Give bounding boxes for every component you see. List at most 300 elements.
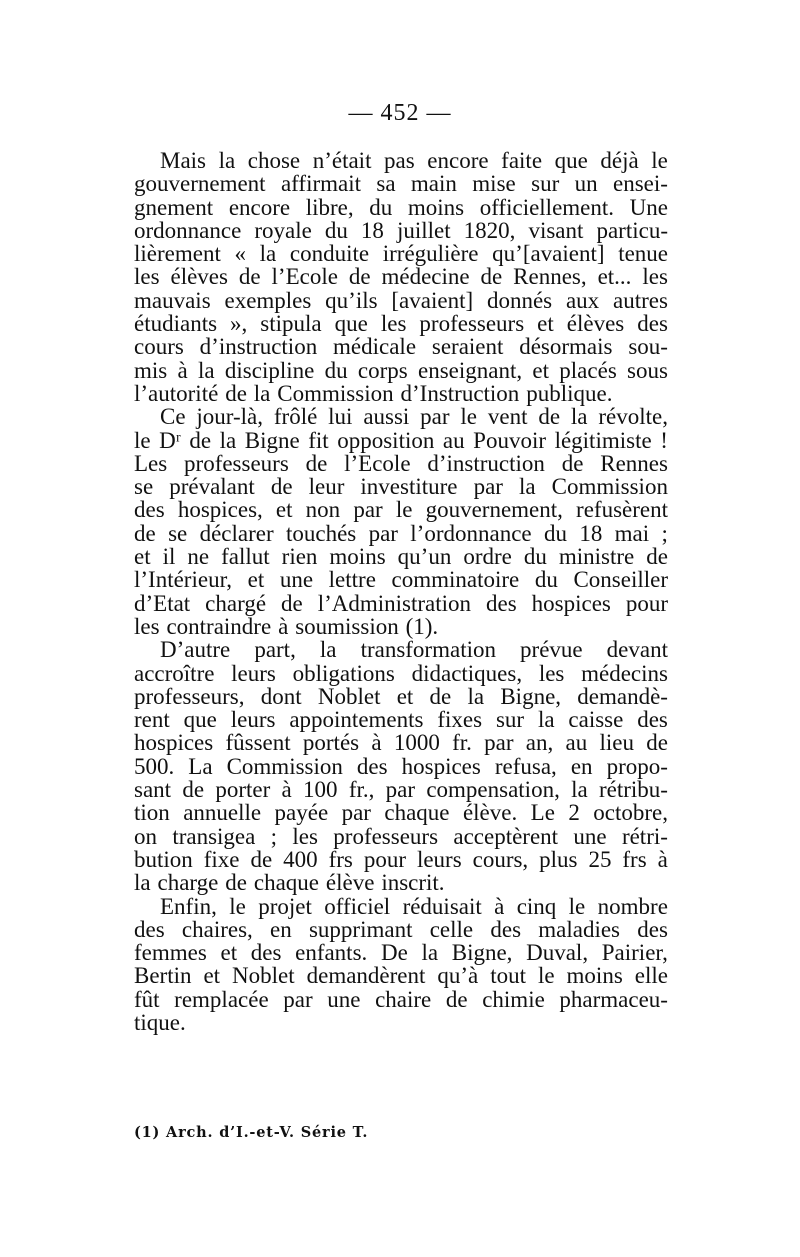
word: des: [637, 707, 668, 733]
word: propo-: [606, 753, 668, 779]
word: à: [494, 893, 505, 919]
word: frs: [622, 846, 647, 872]
word: moins: [407, 194, 465, 220]
word: des: [134, 497, 165, 523]
word: irrégulière: [382, 241, 479, 267]
word: fr.,: [348, 777, 375, 803]
word: comminatoire: [391, 567, 520, 593]
word: aussi: [363, 404, 410, 430]
word: l’autorité: [134, 380, 219, 406]
word: rent: [134, 707, 170, 733]
word: par: [473, 474, 503, 500]
word: professeurs,: [134, 683, 245, 709]
word: la: [571, 777, 588, 803]
word: dont: [260, 683, 302, 709]
word: les: [134, 613, 160, 639]
word: mise: [472, 171, 516, 197]
text-line: [134, 708, 668, 731]
word: ne: [187, 544, 210, 570]
word: ;: [661, 520, 668, 546]
text-line: [134, 522, 668, 545]
text-line: [134, 918, 668, 941]
word: tenue: [618, 241, 668, 267]
word: sur: [531, 171, 560, 197]
word: faite: [501, 148, 543, 173]
word: de: [646, 544, 668, 570]
word: main: [410, 171, 457, 197]
word: La: [188, 753, 213, 779]
word: moins: [329, 544, 386, 570]
word: par: [484, 730, 514, 756]
text-line: [134, 289, 668, 312]
word: élèves: [566, 311, 625, 337]
word: pas: [384, 148, 415, 173]
word: des: [486, 590, 517, 616]
text-line: [134, 825, 668, 848]
word: 500.: [134, 753, 175, 779]
word: hospices: [401, 753, 481, 779]
word: le: [537, 963, 555, 989]
word: «: [234, 241, 246, 267]
word: libre,: [305, 194, 354, 220]
word: frôlé: [273, 404, 318, 430]
word: pour: [363, 846, 406, 872]
word: leurs: [416, 846, 462, 872]
word: encore: [228, 194, 291, 220]
word: fixe: [203, 846, 240, 872]
word: au: [565, 730, 588, 756]
word: de: [270, 474, 293, 500]
word: Dʳ: [159, 427, 181, 453]
word: ordonnance: [134, 217, 242, 243]
word: désormais: [519, 334, 613, 360]
word: cinq: [516, 893, 557, 919]
text-line: [134, 172, 668, 195]
word: charge: [157, 870, 219, 896]
word: payée: [274, 800, 329, 826]
word: exemples: [224, 287, 312, 313]
word: soumission: [295, 613, 399, 639]
word: appointements: [289, 707, 424, 733]
word: par: [385, 777, 416, 803]
word: professeurs: [419, 311, 525, 337]
word: hospices,: [177, 497, 263, 523]
word: De: [380, 940, 408, 966]
word: annuelle: [183, 800, 262, 826]
word: se: [168, 520, 188, 546]
word: porter: [215, 777, 271, 803]
word: officiel: [324, 893, 391, 919]
word: que: [334, 311, 368, 337]
word: sant: [134, 777, 172, 803]
word: d’instruction: [427, 450, 545, 476]
word: Noblet: [232, 963, 295, 989]
word: Commission: [226, 753, 343, 779]
word: la: [253, 380, 271, 406]
word: supprimant: [308, 916, 413, 942]
word: Les: [134, 450, 168, 476]
word: seraient: [431, 334, 504, 360]
word: une: [327, 986, 361, 1012]
word: de: [250, 846, 273, 872]
word: on: [134, 823, 157, 849]
body-text: [134, 149, 668, 1034]
word: les: [292, 823, 318, 849]
text-line: [134, 265, 668, 288]
word: publique.: [526, 380, 613, 406]
word: chaque: [384, 800, 450, 826]
word: qu’ils: [325, 287, 378, 313]
word: la: [218, 148, 236, 173]
word: femmes: [134, 940, 207, 966]
word: du: [324, 357, 348, 383]
word: n’était: [312, 148, 372, 173]
word: chose: [247, 148, 301, 173]
word: médecins: [581, 660, 668, 686]
word: la: [570, 404, 588, 430]
text-line: [134, 964, 668, 987]
word: Enfin,: [160, 893, 217, 919]
word: par: [420, 404, 450, 430]
text-line: [134, 895, 668, 918]
word: enfants.: [295, 940, 368, 966]
word: chaires,: [181, 916, 253, 942]
text-line: [134, 801, 668, 824]
word: [avaient]: [391, 287, 474, 313]
word: fallut: [221, 544, 270, 570]
word: contraindre: [166, 613, 272, 639]
word: une: [279, 567, 314, 593]
text-line: [134, 662, 668, 685]
word: Duval,: [526, 940, 589, 966]
word: du: [523, 544, 547, 570]
word: sou-: [628, 334, 668, 360]
word: moins: [566, 963, 623, 989]
word: la: [467, 683, 485, 709]
word: chaire: [375, 986, 432, 1012]
text-line: [134, 196, 668, 219]
word: octobre,: [593, 800, 668, 826]
word: caisse: [568, 707, 624, 733]
word: »,: [230, 311, 248, 337]
word: le: [395, 497, 413, 523]
word: rétri-: [621, 823, 668, 849]
text-line: [134, 475, 668, 498]
word: une: [573, 823, 607, 849]
word: lui: [328, 404, 353, 430]
word: officiellement.: [479, 194, 615, 220]
word: déclarer: [199, 520, 274, 546]
word: fûssent: [225, 730, 291, 756]
word: Bigne,: [500, 683, 562, 709]
word: refusa,: [494, 753, 557, 779]
word: de: [238, 264, 261, 290]
word: donnés: [486, 287, 553, 313]
text-line: [134, 1011, 668, 1034]
word: demandèrent: [306, 963, 426, 989]
word: Bigne: [244, 427, 300, 453]
word: se: [134, 474, 154, 500]
word: Bertin: [134, 963, 192, 989]
word: et: [220, 940, 238, 966]
text-line: [134, 755, 668, 778]
word: par: [283, 986, 313, 1012]
word: Rennes: [600, 450, 668, 476]
word: mis: [134, 357, 168, 383]
word: les: [134, 264, 160, 290]
word: visant: [528, 217, 584, 243]
word: compensation,: [426, 777, 560, 803]
word: D’autre: [160, 637, 231, 663]
word: leur: [308, 474, 345, 500]
word: leurs: [231, 660, 276, 686]
word: qu’un: [397, 544, 452, 570]
word: an,: [525, 730, 554, 756]
word: de: [480, 264, 503, 290]
word: élèves: [170, 264, 228, 290]
word: de: [189, 427, 212, 453]
word: de: [225, 870, 247, 896]
word: et: [203, 963, 221, 989]
word: à: [281, 777, 292, 803]
word: et...: [597, 264, 632, 290]
word: mauvais: [134, 287, 211, 313]
word: l’Administration: [317, 590, 472, 616]
word: elle: [634, 963, 668, 989]
word: réduisait: [402, 893, 482, 919]
word: que: [554, 148, 588, 173]
word: du: [543, 520, 567, 546]
word: obligations: [292, 660, 395, 686]
word: Ce: [160, 404, 186, 430]
word: ordre: [463, 544, 512, 570]
word: celle: [429, 916, 474, 942]
word: juillet: [396, 217, 451, 243]
word: Pairier,: [601, 940, 668, 966]
word: des: [134, 916, 165, 942]
word: 1820,: [463, 217, 516, 243]
text-line: [134, 149, 668, 172]
word: ensei-: [613, 171, 668, 197]
text-line: [134, 848, 668, 871]
word: de: [281, 590, 303, 616]
word: de: [445, 986, 468, 1012]
word: d’instruction: [199, 334, 318, 360]
word: affirmait: [280, 171, 361, 197]
word: l’Ecole: [271, 264, 338, 290]
word: fixes: [437, 707, 483, 733]
word: lettre: [328, 567, 376, 593]
word: en: [270, 916, 292, 942]
text-line: [134, 545, 668, 568]
text-line: [134, 778, 668, 801]
text-line: [134, 242, 668, 265]
word: que: [183, 707, 217, 733]
word: (1).: [405, 613, 439, 639]
word: le: [651, 148, 668, 173]
word: en: [570, 753, 593, 779]
word: bution: [134, 846, 193, 872]
word: de: [134, 520, 156, 546]
word: frs: [328, 846, 353, 872]
word: refusèrent: [576, 497, 668, 523]
word: les: [538, 660, 565, 686]
footnote: (1) Arch. d’I.-et-V. Série T.: [134, 1124, 369, 1141]
word: gouvernement: [134, 171, 266, 197]
text-line: [134, 685, 668, 708]
word: 25: [588, 846, 612, 872]
word: le: [460, 404, 478, 430]
word: de: [561, 450, 584, 476]
word: de: [646, 730, 668, 756]
text-line: [134, 335, 668, 358]
word: de: [348, 264, 371, 290]
word: des: [356, 753, 388, 779]
text-line: [134, 568, 668, 591]
word: d’Etat: [134, 590, 191, 616]
word: conduite: [289, 241, 370, 267]
word: transformation: [360, 637, 496, 663]
word: les: [380, 311, 407, 337]
word: par: [341, 800, 371, 826]
word: placés: [559, 357, 617, 383]
word: gouvernement,: [425, 497, 563, 523]
word: des: [490, 916, 522, 942]
word: corps: [357, 357, 408, 383]
text-line: [134, 871, 668, 894]
word: nombre: [597, 893, 668, 919]
text-line: [134, 988, 668, 1011]
word: des: [637, 916, 668, 942]
text-line: [134, 592, 668, 615]
word: de: [538, 404, 561, 430]
word: du: [324, 217, 348, 243]
word: jour-là,: [196, 404, 264, 430]
word: discipline: [224, 357, 315, 383]
word: sur: [495, 707, 525, 733]
word: tique.: [134, 1009, 186, 1035]
word: sa: [376, 171, 396, 197]
word: Mais: [160, 148, 206, 173]
word: particu-: [596, 217, 668, 243]
word: projet: [258, 893, 312, 919]
word: le: [568, 893, 586, 919]
word: et: [247, 567, 265, 593]
word: de: [182, 777, 205, 803]
word: 1000: [393, 730, 440, 756]
word: royale: [254, 217, 312, 243]
word: leurs: [230, 707, 276, 733]
word: l’ordonnance: [410, 520, 532, 546]
word: Une: [629, 194, 668, 220]
word: médecine: [381, 264, 470, 290]
word: part,: [254, 637, 296, 663]
word: inscrit.: [381, 870, 445, 896]
word: pharmaceu-: [559, 986, 668, 1012]
word: lieu: [599, 730, 634, 756]
word: révolte,: [598, 404, 668, 430]
word: lièrement: [134, 241, 221, 267]
word: professeurs: [333, 823, 439, 849]
word: chimie: [482, 986, 545, 1012]
word: à: [657, 846, 668, 872]
word: Le: [530, 800, 555, 826]
word: investiture: [360, 474, 458, 500]
word: vent: [487, 404, 528, 430]
word: Noblet: [317, 683, 381, 709]
word: la: [537, 707, 555, 733]
word: maladies: [538, 916, 621, 942]
word: Conseiller: [573, 567, 668, 593]
word: pour: [625, 590, 668, 616]
word: de: [429, 683, 452, 709]
word: et: [275, 497, 293, 523]
word: à: [371, 730, 382, 756]
word: 2: [568, 800, 580, 826]
word: opposition: [337, 427, 435, 453]
word: l’Ecole: [344, 450, 411, 476]
word: prévalant: [169, 474, 255, 500]
text-line: [134, 405, 668, 428]
word: autres: [613, 287, 668, 313]
word: déjà: [600, 148, 639, 173]
word: Pouvoir: [473, 427, 547, 453]
word: et: [532, 357, 550, 383]
word: la: [421, 940, 439, 966]
word: les: [642, 264, 668, 290]
word: cours,: [472, 846, 529, 872]
word: des: [637, 311, 668, 337]
word: sous: [627, 357, 668, 383]
word: de: [225, 380, 247, 406]
word: 100: [303, 777, 338, 803]
word: rétribu-: [599, 777, 668, 803]
word: la: [134, 870, 151, 896]
text-line: [134, 638, 668, 661]
word: acceptèrent: [453, 823, 559, 849]
word: ministre: [558, 544, 635, 570]
text-line: [134, 498, 668, 521]
word: à: [278, 613, 289, 639]
word: la: [219, 427, 237, 453]
word: prévue: [520, 637, 583, 663]
word: demandè-: [577, 683, 668, 709]
word: un: [574, 171, 598, 197]
word: d’Instruction: [400, 380, 520, 406]
word: didactiques,: [411, 660, 523, 686]
word: hospices: [134, 730, 214, 756]
word: légitimiste: [554, 427, 652, 453]
word: fût: [134, 986, 160, 1012]
word: rien: [281, 544, 318, 570]
text-line: [134, 731, 668, 754]
word: gnement: [134, 194, 214, 220]
word: par: [368, 520, 398, 546]
text-line: [134, 615, 668, 638]
word: 18: [579, 520, 603, 546]
text-line: [134, 312, 668, 335]
word: hospices: [531, 590, 611, 616]
word: par: [353, 497, 383, 523]
word: cours: [134, 334, 184, 360]
word: la: [319, 637, 337, 663]
word: du: [369, 194, 393, 220]
text-line: [134, 452, 668, 475]
word: Rennes,: [513, 264, 587, 290]
word: du: [534, 567, 558, 593]
word: qu’à: [437, 963, 479, 989]
word: l’Intérieur,: [134, 567, 233, 593]
